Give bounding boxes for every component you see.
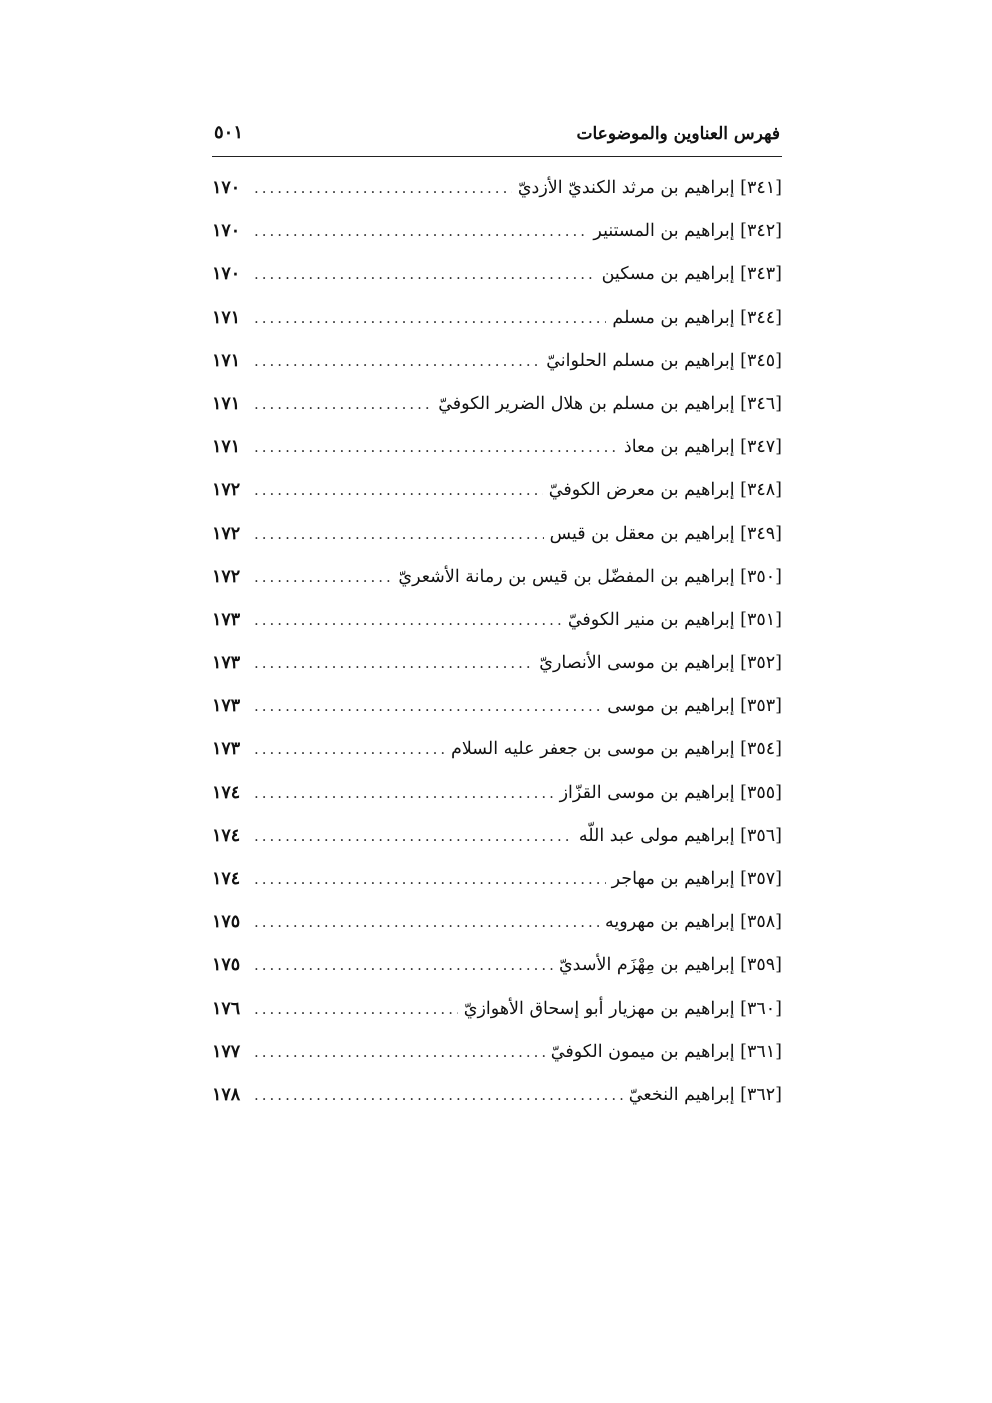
dot-leader (254, 210, 587, 253)
dot-leader (254, 772, 554, 815)
index-entry (212, 858, 782, 901)
index-list (212, 167, 782, 1117)
dot-leader (254, 556, 392, 599)
index-entry (212, 1031, 782, 1074)
entry-label: [٣٥٨] إبراهيم بن مهرويه (605, 912, 782, 933)
dot-leader (254, 815, 573, 858)
header-title: فهرس العناوين والموضوعات (576, 124, 780, 144)
entry-page-number: ١٧١ (212, 393, 241, 414)
document-page (212, 118, 782, 1117)
entry-page-number: ١٧٧ (212, 1041, 241, 1062)
index-entry (212, 642, 782, 685)
entry-label: [٣٤٢] إبراهيم بن المستنير (593, 221, 782, 242)
entry-label: [٣٤٨] إبراهيم بن معرض الكوفيّ (548, 480, 782, 501)
dot-leader (254, 901, 599, 944)
entry-label: [٣٥٥] إبراهيم بن موسى القزّاز (559, 782, 782, 803)
dot-leader (254, 1074, 623, 1117)
entry-label: [٣٤٧] إبراهيم بن معاذ (623, 437, 782, 458)
entry-page-number: ١٧٤ (212, 782, 241, 803)
index-entry (212, 1074, 782, 1117)
dot-leader (254, 426, 618, 469)
entry-page-number: ١٧٤ (212, 869, 241, 889)
index-entry (212, 988, 782, 1031)
dot-leader (254, 383, 432, 426)
dot-leader (254, 167, 512, 210)
index-entry (212, 513, 782, 556)
index-entry (212, 815, 782, 858)
index-entry (212, 685, 782, 728)
entry-page-number: ١٧١ (212, 350, 241, 371)
entry-label: [٣٥٦] إبراهيم مولى عبد اللّه (578, 825, 782, 846)
entry-label: [٣٤١] إبراهيم بن مرثد الكنديّ الأزديّ (517, 178, 782, 198)
entry-label: [٣٦٠] إبراهيم بن مهزيار أبو إسحاق الأهوازيّ (463, 998, 782, 1019)
running-header (212, 118, 782, 157)
dot-leader (254, 297, 606, 340)
entry-page-number: ١٧٢ (212, 566, 241, 587)
dot-leader (254, 728, 445, 771)
index-entry (212, 383, 782, 426)
entry-label: [٣٥٩] إبراهيم بن مِهْزَم الأسديّ (558, 955, 782, 976)
entry-page-number: ١٧٢ (212, 480, 241, 501)
dot-leader (254, 469, 543, 512)
entry-label: [٣٥٤] إبراهيم بن موسى بن جعفر عليه السلام (450, 739, 782, 760)
dot-leader (254, 599, 562, 642)
entry-page-number: ١٧٠ (212, 178, 241, 198)
entry-page-number: ١٧٣ (212, 609, 241, 630)
entry-page-number: ١٧٣ (212, 739, 241, 760)
entry-page-number: ١٧٤ (212, 825, 241, 846)
index-entry (212, 944, 782, 987)
index-entry (212, 556, 782, 599)
entry-label: [٣٤٥] إبراهيم بن مسلم الحلوانيّ (546, 350, 782, 371)
entry-label: [٣٦١] إبراهيم بن ميمون الكوفيّ (550, 1041, 782, 1062)
entry-page-number: ١٧١ (212, 437, 241, 458)
dot-leader (254, 253, 596, 296)
index-entry (212, 297, 782, 340)
entry-label: [٣٥١] إبراهيم بن منير الكوفيّ (567, 609, 782, 630)
index-entry (212, 901, 782, 944)
entry-page-number: ١٧٢ (212, 523, 241, 544)
index-entry (212, 469, 782, 512)
index-entry (212, 599, 782, 642)
index-entry (212, 340, 782, 383)
dot-leader (254, 513, 544, 556)
header-page-number: ٥٠١ (214, 122, 244, 143)
dot-leader (254, 944, 553, 987)
entry-label: [٣٦٢] إبراهيم النخعيّ (628, 1084, 782, 1105)
entry-page-number: ١٧٥ (212, 912, 241, 933)
index-entry (212, 167, 782, 210)
entry-label: [٣٥٢] إبراهيم بن موسى الأنصاريّ (539, 653, 782, 674)
entry-label: [٣٤٣] إبراهيم بن مسكين (601, 264, 782, 285)
index-entry (212, 426, 782, 469)
dot-leader (254, 1031, 545, 1074)
entry-label: [٣٥٠] إبراهيم بن المفضّل بن قيس بن رمانة الأشعريّ (398, 566, 782, 587)
entry-label: [٣٥٧] إبراهيم بن مهاجر (611, 869, 782, 889)
entry-label: [٣٤٦] إبراهيم بن مسلم بن هلال الضرير الكوفيّ (438, 393, 782, 414)
entry-page-number: ١٧١ (212, 307, 241, 328)
entry-label: [٣٥٣] إبراهيم بن موسى (607, 696, 782, 717)
index-entry (212, 253, 782, 296)
dot-leader (254, 642, 533, 685)
dot-leader (254, 988, 458, 1031)
entry-page-number: ١٧٠ (212, 264, 241, 285)
entry-page-number: ١٧٣ (212, 696, 241, 717)
entry-page-number: ١٧٣ (212, 653, 241, 674)
entry-page-number: ١٧٥ (212, 955, 241, 976)
entry-page-number: ١٧٠ (212, 221, 241, 242)
index-entry (212, 728, 782, 771)
index-entry (212, 772, 782, 815)
entry-page-number: ١٧٨ (212, 1084, 241, 1105)
dot-leader (254, 340, 540, 383)
entry-label: [٣٤٩] إبراهيم بن معقل بن قيس (549, 523, 782, 544)
index-entry (212, 210, 782, 253)
dot-leader (254, 858, 606, 901)
dot-leader (254, 685, 601, 728)
entry-page-number: ١٧٦ (212, 998, 241, 1019)
entry-label: [٣٤٤] إبراهيم بن مسلم (612, 307, 782, 328)
